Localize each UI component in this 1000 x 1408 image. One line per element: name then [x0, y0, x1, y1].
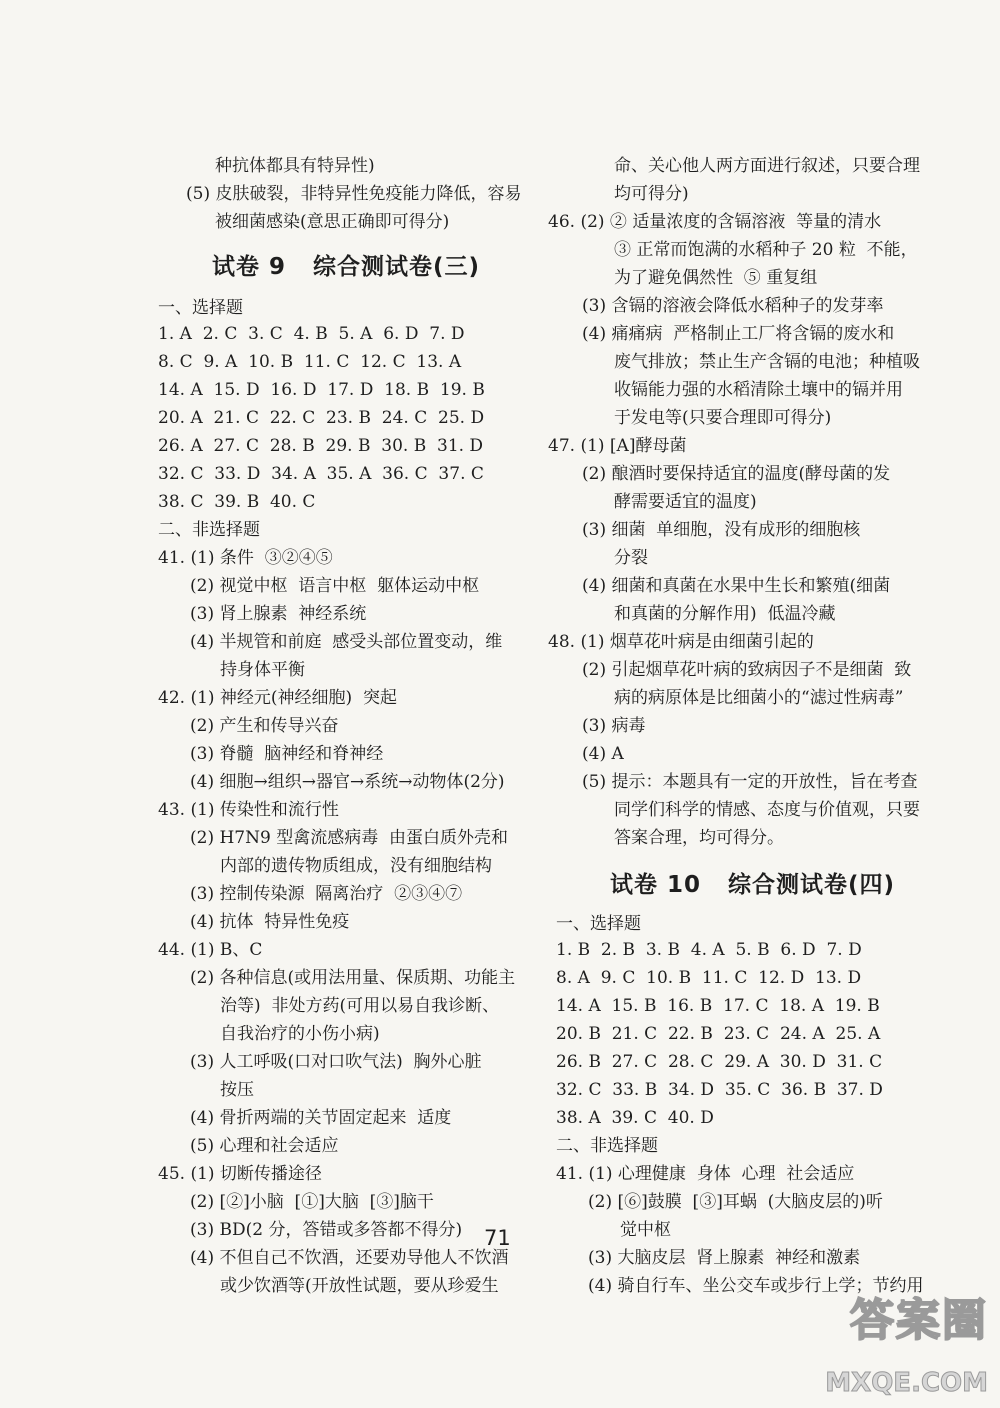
text-line: (3) 含镉的溶液会降低水稻种子的发芽率 — [582, 296, 884, 316]
text-line: 废气排放；禁止生产含镉的电池；种植吸 — [614, 352, 920, 372]
text-line: (3) BD(2 分，答错或多答都不得分) — [190, 1220, 463, 1240]
text-line: (3) 控制传染源 隔离治疗 ②③④⑦ — [190, 884, 463, 904]
text-line: (3) 大脑皮层 肾上腺素 神经和激素 — [588, 1248, 861, 1268]
answer-row: 14. A 15. D 16. D 17. D 18. B 19. B — [158, 380, 485, 400]
text-line: 或少饮酒等(开放性试题，要从珍爱生 — [220, 1276, 499, 1296]
text-line: (2) 引起烟草花叶病的致病因子不是细菌 致 — [582, 660, 912, 680]
text-line: (2) 产生和传导兴奋 — [190, 716, 339, 736]
answer-row: 38. C 39. B 40. C — [158, 492, 316, 512]
text-line: 种抗体都具有特异性) — [215, 156, 375, 176]
text-line: 酵需要适宜的温度) — [614, 492, 757, 512]
text-line: 持身体平衡 — [220, 660, 305, 680]
text-line: (3) 病毒 — [582, 716, 646, 736]
watermark-text: 答案圈 — [850, 1295, 988, 1346]
text-line: 和真菌的分解作用) 低温冷藏 — [614, 604, 836, 624]
text-line: 治等) 非处方药(可用以易自我诊断、 — [220, 996, 500, 1016]
watermark-logo — [773, 1284, 988, 1402]
answer-row: 20. A 21. C 22. C 23. B 24. C 25. D — [158, 408, 485, 428]
text-line: (5) 提示：本题具有一定的开放性，旨在考查 — [582, 772, 918, 792]
text-line: 答案合理，均可得分。 — [614, 828, 784, 848]
answer-row: 32. C 33. D 34. A 35. A 36. C 37. C — [158, 464, 484, 484]
text-line: (4) 细胞→组织→器官→系统→动物体(2分) — [190, 772, 505, 792]
text-line: 内部的遗传物质组成，没有细胞结构 — [220, 856, 492, 876]
text-line: 按压 — [220, 1080, 254, 1100]
text-line: (4) 骨折两端的关节固定起来 适度 — [190, 1108, 452, 1128]
text-line: 42. (1) 神经元(神经细胞) 突起 — [158, 688, 397, 708]
answer-row: 8. A 9. C 10. B 11. C 12. D 13. D — [556, 968, 862, 988]
text-line: (3) 肾上腺素 神经系统 — [190, 604, 367, 624]
answer-row: 26. B 27. C 28. C 29. A 30. D 31. C — [556, 1052, 883, 1072]
text-line: 45. (1) 切断传播途径 — [158, 1164, 322, 1184]
text-line: 41. (1) 心理健康 身体 心理 社会适应 — [556, 1164, 855, 1184]
text-line: (5) 皮肤破裂，非特异性免疫能力降低，容易 — [186, 184, 522, 204]
text-line: 47. (1) [A]酵母菌 — [548, 436, 687, 456]
text-line: (3) 脊髓 脑神经和脊神经 — [190, 744, 384, 764]
section-title: 试卷 10 综合测试卷(四) — [610, 872, 896, 898]
text-line: 觉中枢 — [620, 1220, 671, 1240]
text-line: 46. (2) ② 适量浓度的含镉溶液 等量的清水 — [548, 212, 882, 232]
text-line: 均可得分) — [614, 184, 689, 204]
text-line: 收镉能力强的水稻清除土壤中的镉并用 — [614, 380, 903, 400]
text-line: (2) 各种信息(或用法用量、保质期、功能主 — [190, 968, 516, 988]
text-line: 命、关心他人两方面进行叙述，只要合理 — [614, 156, 920, 176]
text-line: 同学们科学的情感、态度与价值观，只要 — [614, 800, 920, 820]
text-line: (4) 骑自行车、坐公交车或步行上学；节约用 — [588, 1276, 924, 1296]
text-line: 于发电等(只要合理即可得分) — [614, 408, 832, 428]
text-line: (4) A — [582, 744, 624, 764]
text-line: 43. (1) 传染性和流行性 — [158, 800, 339, 820]
answer-row: 1. B 2. B 3. B 4. A 5. B 6. D 7. D — [556, 940, 862, 960]
text-line: 48. (1) 烟草花叶病是由细菌引起的 — [548, 632, 814, 652]
watermark-url: MXQE.COM — [825, 1368, 988, 1398]
answer-row: 32. C 33. B 34. D 35. C 36. B 37. D — [556, 1080, 883, 1100]
text-line: 44. (1) B、C — [158, 940, 263, 960]
text-line: 分裂 — [614, 548, 648, 568]
text-line: 为了避免偶然性 ⑤ 重复组 — [614, 268, 818, 288]
answer-row: 20. B 21. C 22. B 23. C 24. A 25. A — [556, 1024, 881, 1044]
text-line: ③ 正常而饱满的水稻种子 20 粒 不能， — [614, 240, 918, 260]
section-heading: 一、选择题 — [158, 298, 243, 318]
text-line: (4) 细菌和真菌在水果中生长和繁殖(细菌 — [582, 576, 891, 596]
text-line: (3) 人工呼吸(口对口吹气法) 胸外心脏 — [190, 1052, 482, 1072]
text-line: (2) H7N9 型禽流感病毒 由蛋白质外壳和 — [190, 828, 509, 848]
answer-row: 26. A 27. C 28. B 29. B 30. B 31. D — [158, 436, 484, 456]
text-line: (2) [⑥]鼓膜 [③]耳蜗 (大脑皮层的)听 — [588, 1192, 883, 1212]
section-heading: 二、非选择题 — [158, 520, 260, 540]
text-line: (4) 抗体 特异性免疫 — [190, 912, 350, 932]
text-line: (4) 半规管和前庭 感受头部位置变动，维 — [190, 632, 503, 652]
page-number: 71 — [484, 1226, 511, 1250]
answer-row: 38. A 39. C 40. D — [556, 1108, 714, 1128]
section-title: 试卷 9 综合测试卷(三) — [212, 254, 481, 280]
text-line: 自我治疗的小伤小病) — [220, 1024, 380, 1044]
text-line: (3) 细菌 单细胞，没有成形的细胞核 — [582, 520, 861, 540]
section-heading: 二、非选择题 — [556, 1136, 658, 1156]
text-line: (2) [②]小脑 [①]大脑 [③]脑干 — [190, 1192, 434, 1212]
text-line: 病的病原体是比细菌小的“滤过性病毒” — [614, 688, 904, 708]
answer-row: 14. A 15. B 16. B 17. C 18. A 19. B — [556, 996, 880, 1016]
text-line: (4) 痛痛病 严格制止工厂将含镉的废水和 — [582, 324, 895, 344]
answer-row: 8. C 9. A 10. B 11. C 12. C 13. A — [158, 352, 462, 372]
text-line: (4) 不但自己不饮酒，还要劝导他人不饮酒 — [190, 1248, 509, 1268]
answer-row: 1. A 2. C 3. C 4. B 5. A 6. D 7. D — [158, 324, 465, 344]
text-line: 41. (1) 条件 ③②④⑤ — [158, 548, 333, 568]
section-heading: 一、选择题 — [556, 914, 641, 934]
text-line: (5) 心理和社会适应 — [190, 1136, 339, 1156]
text-line: (2) 酿酒时要保持适宜的温度(酵母菌的发 — [582, 464, 891, 484]
text-line: 被细菌感染(意思正确即可得分) — [215, 212, 450, 232]
text-line: (2) 视觉中枢 语言中枢 躯体运动中枢 — [190, 576, 480, 596]
